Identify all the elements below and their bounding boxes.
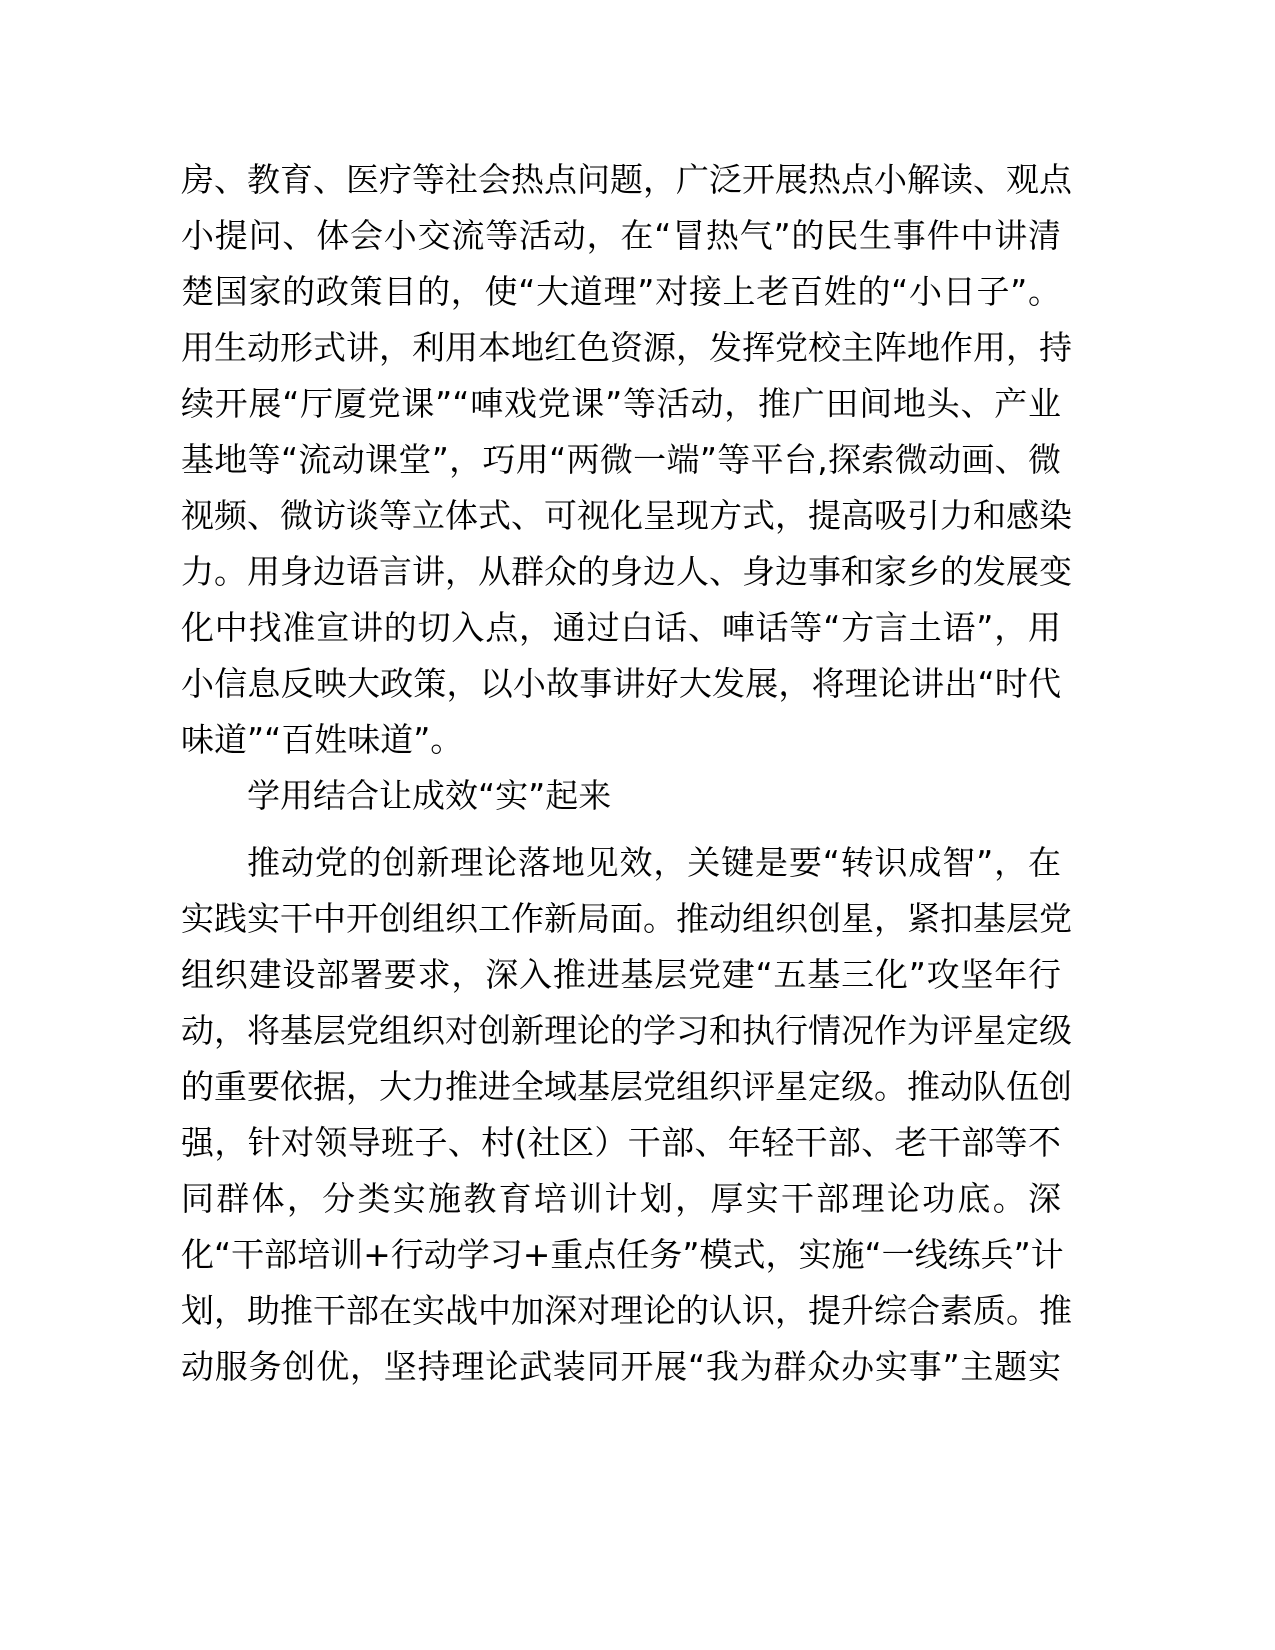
paragraph-line: 力。用身边语言讲，从群众的身边人、身边事和家乡的发展变 — [181, 552, 1072, 591]
paragraph-line: 实践实干中开创组织工作新局面。推动组织创星，紧扣基层党 — [181, 899, 1072, 938]
body-paragraph-1 — [181, 152, 1072, 768]
paragraph-line: 化“干部培训+行动学习+重点任务”模式，实施“一线练兵”计 — [181, 1235, 1064, 1274]
section-heading-text: 学用结合让成效“实”起来 — [247, 776, 612, 815]
paragraph-line: 用生动形式讲，利用本地红色资源，发挥党校主阵地作用，持 — [181, 328, 1072, 367]
paragraph-line: 房、教育、医疗等社会热点问题，广泛开展热点小解读、观点 — [181, 160, 1072, 199]
paragraph-line: 化中找准宣讲的切入点，通过白话、唓话等“方言土语”，用 — [181, 608, 1061, 647]
paragraph-line: 小信息反映大政策，以小故事讲好大发展，将理论讲出“时代 — [181, 664, 1061, 703]
paragraph-line: 动，将基层党组织对创新理论的学习和执行情况作为评星定级 — [181, 1011, 1072, 1050]
paragraph-line: 强，针对领导班子、村(社区）干部、年轻干部、老干部等不 — [181, 1123, 1061, 1162]
paragraph-line: 视频、微访谈等立体式、可视化呈现方式，提高吸引力和感染 — [181, 496, 1072, 535]
paragraph-line: 推动党的创新理论落地见效，关键是要“转识成智”，在 — [247, 843, 1061, 882]
body-paragraph-2 — [181, 835, 1072, 1395]
paragraph-line: 划，助推干部在实战中加深对理论的认识，提升综合素质。推 — [181, 1291, 1072, 1330]
paragraph-line: 楚国家的政策目的，使“大道理”对接上老百姓的“小日子”。 — [181, 272, 1061, 311]
paragraph-line: 基地等“流动课堂”，巧用“两微一端”等平台,探索微动画、微 — [181, 440, 1061, 479]
paragraph-line: 动服务创优，坚持理论武装同开展“我为群众办实事”主题实 — [181, 1347, 1061, 1386]
paragraph-line: 的重要依据，大力推进全域基层党组织评星定级。推动队伍创 — [181, 1067, 1072, 1106]
paragraph-line: 续开展“厅厦党课”“唓戏党课”等活动，推广田间地头、产业 — [181, 384, 1061, 423]
section-heading — [181, 768, 1061, 824]
paragraph-line: 同群体，分类实施教育培训计划，厚实干部理论功底。深 — [181, 1179, 1061, 1218]
paragraph-line: 组织建设部署要求，深入推进基层党建“五基三化”攻坚年行 — [181, 955, 1061, 994]
paragraph-line: 味道”“百姓味道”。 — [181, 720, 464, 759]
paragraph-line: 小提问、体会小交流等活动，在“冒热气”的民生事件中讲清 — [181, 216, 1061, 255]
